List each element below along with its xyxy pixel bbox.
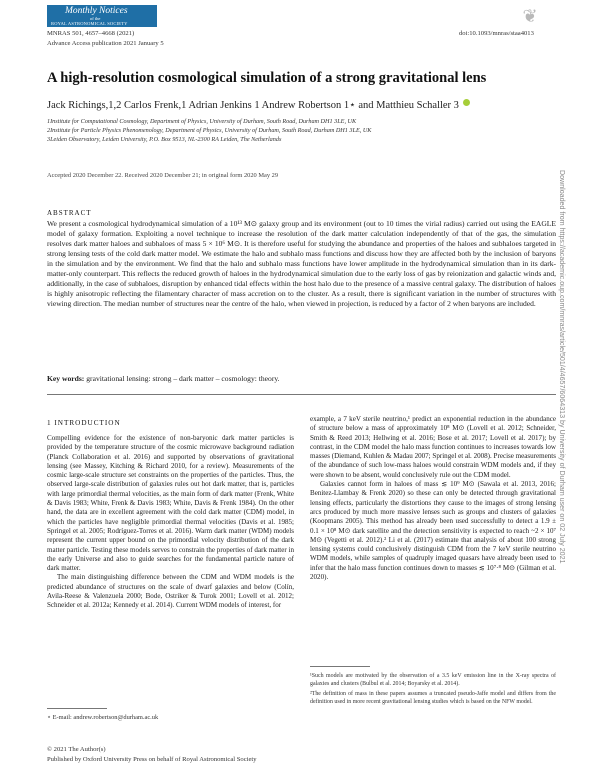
- publisher-line: Published by Oxford University Press on behalf of Royal Astronomical Society: [47, 756, 257, 763]
- intro-paragraph: Galaxies cannot form in haloes of mass ≲ 10⁹ M⊙ (Sawala et al. 2013, 2016; Benitez-Llambay & Frenk 2020) so these can only be detected through gravitational lensing effects, particularly the distortions they cause to the images of strong lensing arcs produced by much more massive lenses such as groups and clusters of galaxies (Koopmans 2005). This method has already been used successfully to detect a 1.9 ± 0.1 × 10⁸ M⊙ dark satellite and the detection sensitivity is expected to reach ~2 × 10⁷ M⊙ (Vegetti et al. 2012).² Li et al. (2017) estimate that analysis of about 100 strong lensing systems could conclusively distinguish CDM from the 7 keV sterile neutrino WDM models, while samples of quadruply imaged quasars have already been used to infer that the halo mass function continues down to masses ≲ 10⁷·⁸ M⊙ (Gilman et al. 2020).: [310, 480, 556, 582]
- affiliation-3: 3Leiden Observatory, Leiden University, P.O. Box 9513, NL-2300 RA Leiden, The Netherlands: [47, 136, 282, 143]
- paper-title: A high-resolution cosmological simulation of a strong gravitational lens: [47, 70, 487, 86]
- orcid-icon[interactable]: [463, 99, 470, 106]
- footnote-2: ²The definition of mass in these papers assumes a truncated pseudo-Jaffe model and differs from the definition used in more recent gravitational lensing studies which is based on the NFW model.: [310, 691, 556, 705]
- intro-paragraph: Compelling evidence for the existence of non-baryonic dark matter particles is provided by the temperature structure of the cosmic microwave background radiation (Planck Collaboration et al. 2016) and supported by observations of gravitational lensing (see Massey, Kitching & Richard 2010, for a review). Measurements of the cosmic large-scale structure set constraints on the properties of the particles. Thus, the observed large-scale distribution of galaxies rules out hot dark matter, that is, particles with large primordial thermal velocities, as the main form of dark matter (Frenk, White & Davis 1983; White, Frenk & Davis 1983; White, Davis & Frenk 1984). On the other hand, the data are in excellent agreement with the cold dark matter (CDM) model, in which the particles have negligible primordial thermal velocities (Davis et al. 1985; Springel et al. 2005; Rodríguez-Torres et al. 2016). Warm dark matter (WDM) models represent the current upper bound on the primordial velocity distribution of the dark matter particle. Testing these models serves to constrain the properties of dark matter in the early Universe and also to guide searches for the fundamental particle nature of dark matter.: [47, 434, 294, 573]
- intro-heading: 1 INTRODUCTION: [47, 419, 121, 427]
- logo-line-3: ROYAL ASTRONOMICAL SOCIETY: [51, 21, 128, 26]
- submission-dates: Accepted 2020 December 22. Received 2020 December 21; in original form 2020 May 29: [47, 172, 279, 179]
- authors-text[interactable]: Jack Richings,1,2 Carlos Frenk,1 Adrian Jenkins 1 Andrew Robertson 1⋆ and Matthieu Schaller 3: [47, 100, 459, 111]
- abstract-heading: ABSTRACT: [47, 209, 92, 217]
- journal-logo[interactable]: [47, 5, 157, 27]
- keywords-text: gravitational lensing: strong – dark matter – cosmology: theory.: [86, 374, 280, 383]
- intro-paragraph: example, a 7 keV sterile neutrino,¹ predict an exponential reduction in the abundance of structure below a mass of approximately 10⁸ M⊙ (Lovell et al. 2012; Schneider, Smith & Reed 2013; Hellwing et al. 2016; Bose et al. 2017; Lovell et al. 2017); by contrast, in the CDM model the halo mass function continues to increases towards low masses (Diemand, Kuhlen & Madau 2007; Springel et al. 2008). Precise measurements of the abundance of such low-mass haloes would constrain WDM models and, if they were shown to be absent, would conclusively rule out the CDM model.: [310, 415, 556, 479]
- copyright-line: © 2021 The Author(s): [47, 746, 106, 753]
- email-divider: [47, 708, 107, 709]
- keywords: [47, 374, 280, 383]
- intro-paragraph: The main distinguishing difference between the CDM and WDM models is the predicted abundance of structures on the scale of dwarf galaxies and below (Colín, Avila-Reese & Valenzuela 2000; Bode, Ostriker & Turok 2001; Lovell et al. 2012; Schneider et al. 2012a; Kennedy et al. 2014). Current WDM models of interest, for: [47, 573, 294, 610]
- affiliation-1: 1Institute for Computational Cosmology, Department of Physics, University of Durham, South Road, Durham DH1 3LE, UK: [47, 118, 357, 125]
- download-watermark-text[interactable]: Downloaded from https://academic.oup.com/mnras/article/501/4/4657/6064313 by University of Durham user on 02 July 2021: [558, 170, 566, 564]
- logo-line-1: Monthly Notices: [65, 6, 128, 16]
- corresponding-email[interactable]: ⋆ E-mail: andrew.robertson@durham.ac.uk: [47, 714, 159, 721]
- doi-link[interactable]: doi:10.1093/mnras/staa4013: [459, 30, 534, 37]
- download-watermark: [554, 170, 568, 730]
- intro-right-column: [310, 415, 556, 582]
- keywords-label: Key words:: [47, 374, 85, 383]
- logo-line-2: of the: [90, 16, 101, 21]
- footnotes: [310, 673, 556, 709]
- footnote-divider: [310, 666, 370, 667]
- citation: MNRAS 501, 4657–4668 (2021): [47, 30, 135, 37]
- advance-access: Advance Access publication 2021 January 5: [47, 40, 164, 47]
- abstract-text: We present a cosmological hydrodynamical simulation of a 10¹³ M⊙ galaxy group and its environment (out to 10 times the virial radius) carried out using the EAGLE model of galaxy formation. Exploiting a novel technique to increase the resolution of the dark matter calculation independently of that of the gas, the simulation resolves dark matter haloes and subhaloes of mass 5 × 10⁶ M⊙. It is therefore useful for studying the abundance and properties of the haloes and subhaloes targeted in strong lensing tests of the cold dark matter model. We estimate the halo and subhalo mass functions and discuss how they are affected both by the inclusion of baryons in the simulation and by the environment. We find that the halo and subhalo mass functions have lower amplitude in the hydrodynamical simulation than in its dark-matter-only counterpart. This reflects the reduced growth of haloes in the hydrodynamical simulation due to the early loss of gas by reionization and galactic winds and, additionally, in the case of subhaloes, disruption by enhanced tidal effects within the host halo due to the presence of a massive central galaxy. The distribution of haloes is highly anisotropic reflecting the filamentary character of mass accretion on to the cluster. As a result, there is significant variation in the number of structures with viewing direction. The median number of structures near the centre of the halo, when viewed in projection, is reduced by a factor of 2 when baryons are included.: [47, 219, 556, 308]
- section-divider: [47, 394, 556, 395]
- intro-left-column: [47, 434, 294, 611]
- footnote-1: ¹Such models are motivated by the observation of a 3.5 keV emission line in the X-ray spectra of galaxies and clusters (Bulbul et al. 2014; Boyarsky et al. 2014).: [310, 673, 556, 687]
- author-list: [47, 99, 471, 111]
- rosette-ornament-icon: ❦: [522, 6, 538, 26]
- affiliation-2: 2Institute for Particle Physics Phenomenology, Department of Physics, University of Durham, South Road, Durham DH1 3LE, UK: [47, 127, 372, 134]
